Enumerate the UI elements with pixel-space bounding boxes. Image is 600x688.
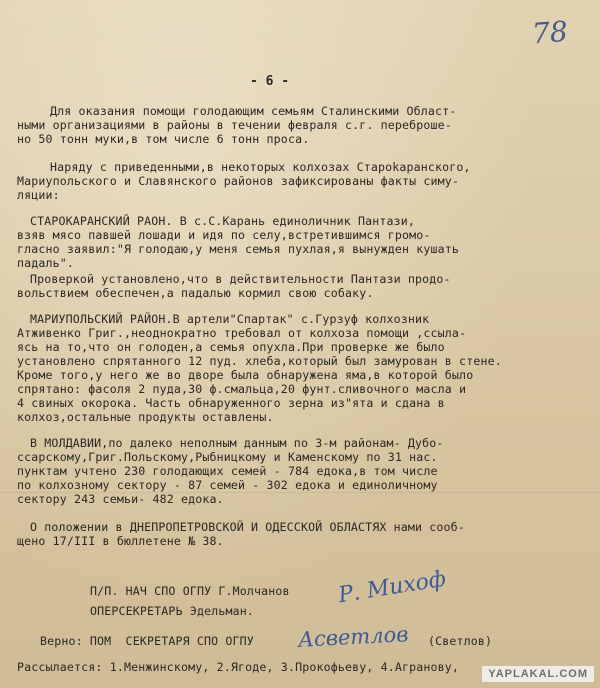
text-line: гласно заявил:"Я голодаю,у меня семья пухлая,я вынужден кушать [17, 242, 460, 256]
text-line: ными организациями в районы в течении февраля с.г. переброше- [17, 118, 452, 132]
text-line: МАРИУПОЛЬСКИЙ РАЙОН.В артели"Спартак" с.Гурзуф колхозник [30, 312, 430, 326]
text-line: ляции: [17, 188, 60, 202]
text-line: СТАРОКАРАНСКИЙ РАОН. В с.С.Карань единоличник Пантази, [30, 214, 416, 228]
signature-opersecretary: ОПЕРСЕКРЕТАРЬ Эдельман. [90, 604, 254, 618]
text-line: по колхозному сектору - 87 семей - 302 едока и единоличному [17, 478, 438, 492]
text-line: пунктам учтено 230 голодающих семей - 784 едока,в том числе [17, 464, 438, 478]
page-number: - 6 - [250, 74, 290, 89]
site-watermark: YAPLAKAL.COM [482, 666, 594, 682]
archive-page-number: 78 [530, 14, 569, 51]
text-line: Кроме того,у него же во дворе была обнаружена яма,в которой было [17, 368, 474, 382]
text-line: спрятано: фасоля 2 пуда,30 ф.смальца,20 фунт.сливочного масла и [17, 382, 467, 396]
text-line: Атживенко Григ.,неоднократно требовал от колхоза помощи ,ссыла- [17, 326, 467, 340]
text-line: О положении в ДНЕПРОПЕТРОВСКОЙ И ОДЕССКОЙ ОБЛАСТЯХ нами сооб- [30, 520, 465, 534]
text-line: установлено спрятанного 12 пуд. хлеба,который был замурован в стене. [17, 354, 502, 368]
text-line: сектору 243 семьи- 482 едока. [17, 492, 224, 506]
text-line: вольствием обеспечен,а падалью кормил свою собаку. [17, 286, 374, 300]
text-line: падаль". [17, 256, 75, 270]
text-line: Мариупольского и Славянского районов зафиксированы факты симу- [17, 174, 460, 188]
distribution-list: Рассылается: 1.Менжинскому, 2.Ягоде, 3.Прокофьеву, 4.Агранову, [17, 660, 460, 674]
handwritten-signature-molchanov: Р. Михоф [336, 566, 448, 609]
text-line: Для оказания помощи голодающим семьям Сталинскими Област- [50, 104, 457, 118]
text-line: В МОЛДАВИИ,по далеко неполным данным по 3-м районам- Дубо- [30, 436, 444, 450]
text-line: но 50 тонн муки,в том числе 6 тонн проса. [17, 132, 310, 146]
signature-chief: П/П. НАЧ СПО ОГПУ Г.Молчанов [90, 584, 290, 598]
text-line: ссарскому,Григ.Польскому,Рыбницкому и Каменскому по 31 нас. [17, 450, 438, 464]
verification-name: (Светлов) [428, 634, 493, 648]
handwritten-signature-svetlov: Асветлов [297, 622, 410, 652]
text-line: щено 17/III в бюллетене № 38. [17, 534, 224, 548]
text-line: колхоз,остальные продукты оставлены. [17, 410, 274, 424]
text-line: Наряду с приведенными,в некоторых колхозах Староkаранского, [50, 160, 471, 174]
text-line: взяв мясо павшей лошади и идя по селу,встретившимся громо- [17, 228, 431, 242]
text-line: 4 свиных окорока. Часть обнаруженного зерна из"ята и сдана в [17, 396, 445, 410]
text-line: ясь на то,что он голоден,а семья опухла.При проверке же было [17, 340, 445, 354]
verification-line: Верно: ПОМ СЕКРЕТАРЯ СПО ОГПУ [40, 634, 254, 648]
text-line: Проверкой установлено,что в действительности Пантази продо- [30, 272, 451, 286]
